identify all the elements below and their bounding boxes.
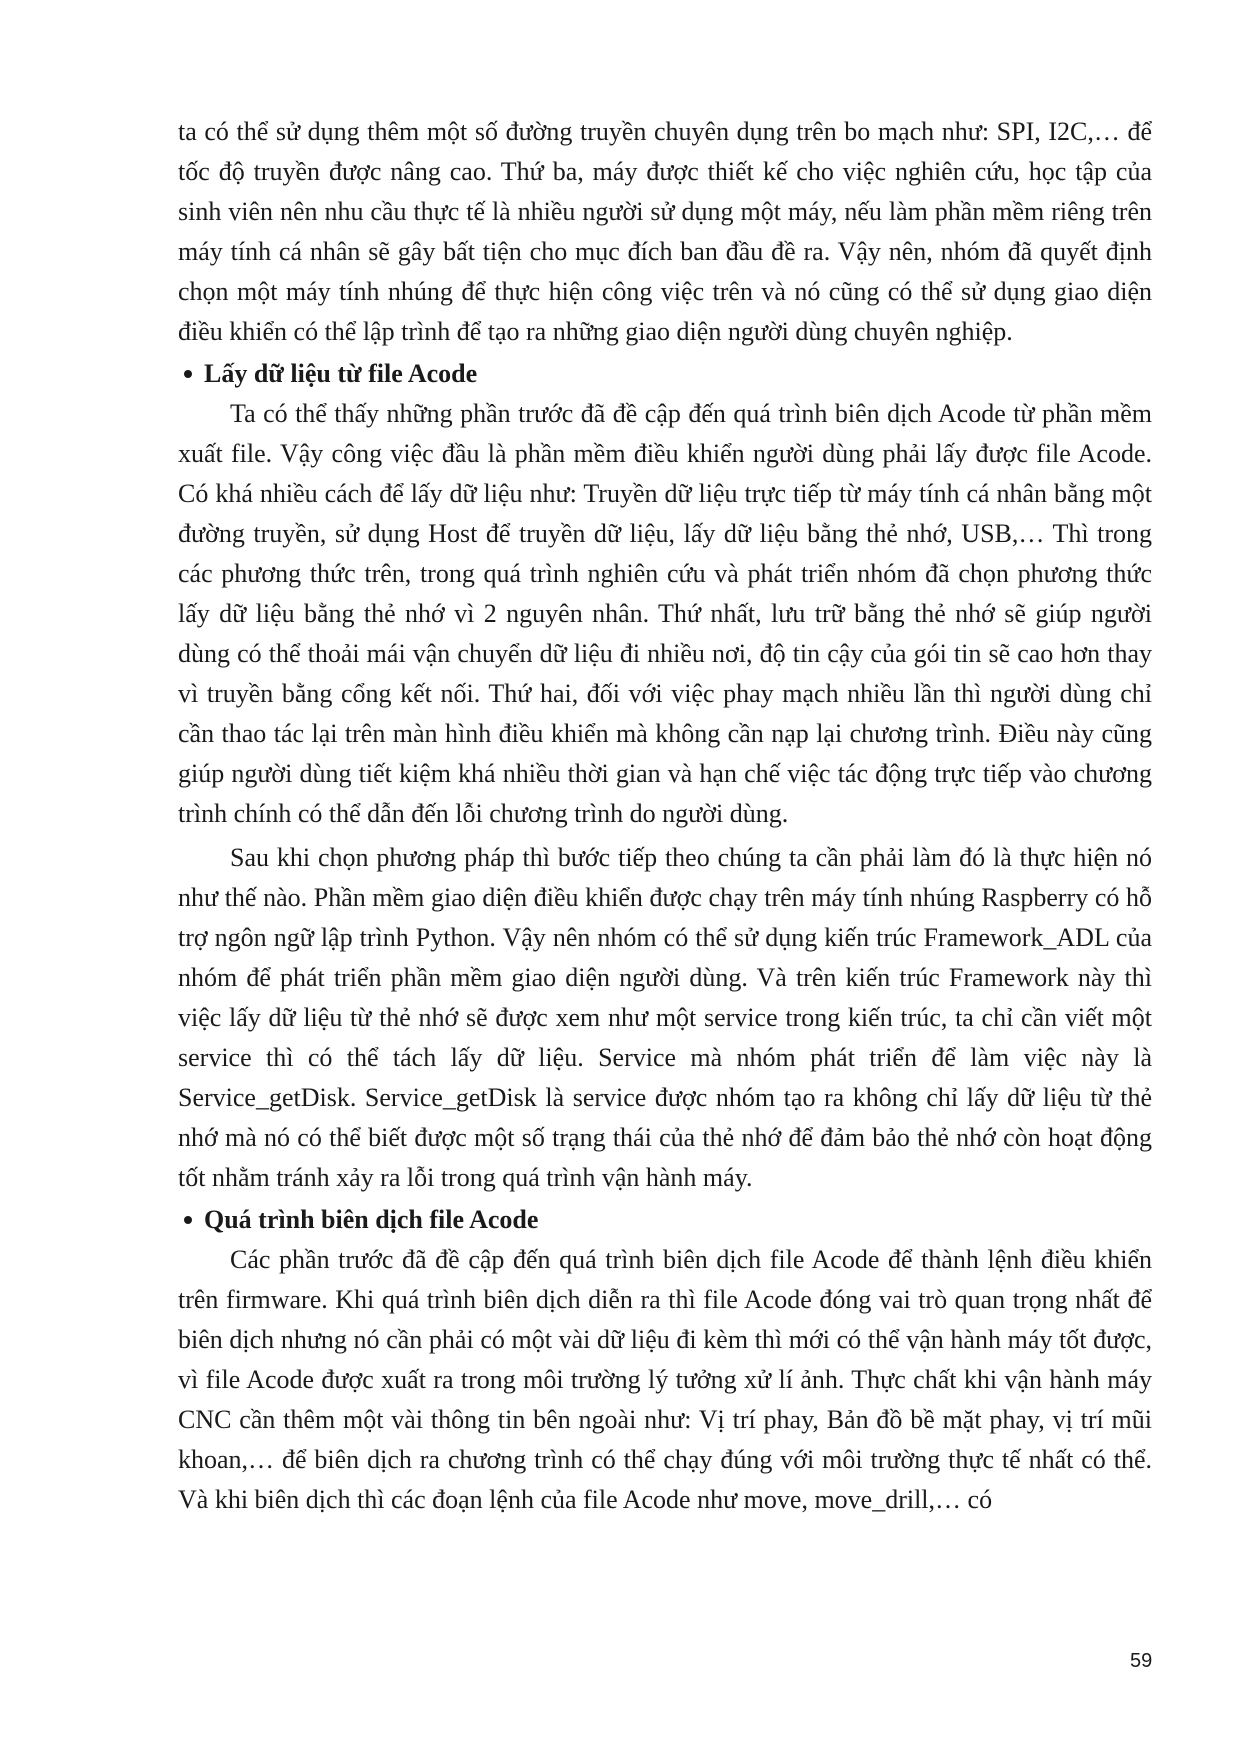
- section-heading-get-data: [178, 354, 1152, 394]
- section-heading-compile: [178, 1200, 1152, 1240]
- paragraph-data-methods: Ta có thể thấy những phần trước đã đề cập đến quá trình biên dịch Acode từ phần mềm xuất file. Vậy công việc đầu là phần mềm điều khiển người dùng phải lấy được file Acode. Có khá nhiều cách để lấy dữ liệu như: Truyền dữ liệu trực tiếp từ máy tính cá nhân bằng một đường truyền, sử dụng Host để truyền dữ liệu, lấy dữ liệu bằng thẻ nhớ, USB,… Thì trong các phương thức trên, trong quá trình nghiên cứu và phát triển nhóm đã chọn phương thức lấy dữ liệu bằng thẻ nhớ vì 2 nguyên nhân. Thứ nhất, lưu trữ bằng thẻ nhớ sẽ giúp người dùng có thể thoải mái vận chuyển dữ liệu đi nhiều nơi, độ tin cậy của gói tin sẽ cao hơn thay vì truyền bằng cổng kết nối. Thứ hai, đối với việc phay mạch nhiều lần thì người dùng chỉ cần thao tác lại trên màn hình điều khiển mà không cần nạp lại chương trình. Điều này cũng giúp người dùng tiết kiệm khá nhiều thời gian và hạn chế việc tác động trực tiếp vào chương trình chính có thể dẫn đến lỗi chương trình do người dùng.: [178, 399, 1152, 828]
- page-number: 59: [1130, 1650, 1153, 1672]
- section-heading-label: Quá trình biên dịch file Acode: [204, 1205, 539, 1234]
- section-heading-label: Lấy dữ liệu từ file Acode: [204, 359, 478, 388]
- page-body: [178, 112, 1152, 1520]
- paragraph-continuation: ta có thể sử dụng thêm một số đường truyền chuyên dụng trên bo mạch như: SPI, I2C,… để tốc độ truyền được nâng cao. Thứ ba, máy được thiết kế cho việc nghiên cứu, học tập của sinh viên nên nhu cầu thực tế là nhiều người sử dụng một máy, nếu làm phần mềm riêng trên máy tính cá nhân sẽ gây bất tiện cho mục đích ban đầu đề ra. Vậy nên, nhóm đã quyết định chọn một máy tính nhúng để thực hiện công việc trên và nó cũng có thể sử dụng giao diện điều khiển có thể lập trình để tạo ra những giao diện người dùng chuyên nghiệp.: [178, 117, 1152, 346]
- paragraph-compile-acode: Các phần trước đã đề cập đến quá trình biên dịch file Acode để thành lệnh điều khiển trên firmware. Khi quá trình biên dịch diễn ra thì file Acode đóng vai trò quan trọng nhất để biên dịch nhưng nó cần phải có một vài dữ liệu đi kèm thì mới có thể vận hành máy tốt được, vì file Acode được xuất ra trong môi trường lý tưởng xử lí ảnh. Thực chất khi vận hành máy CNC cần thêm một vài thông tin bên ngoài như: Vị trí phay, Bản đồ bề mặt phay, vị trí mũi khoan,… để biên dịch ra chương trình có thể chạy đúng với môi trường thực tế nhất có thể. Và khi biên dịch thì các đoạn lệnh của file Acode như move, move_drill,… có: [178, 1245, 1152, 1514]
- paragraph-service-getdisk: Sau khi chọn phương pháp thì bước tiếp theo chúng ta cần phải làm đó là thực hiện nó như thế nào. Phần mềm giao diện điều khiển được chạy trên máy tính nhúng Raspberry có hỗ trợ ngôn ngữ lập trình Python. Vậy nên nhóm có thể sử dụng kiến trúc Framework_ADL của nhóm để phát triển phần mềm giao diện người dùng. Và trên kiến trúc Framework này thì việc lấy dữ liệu từ thẻ nhớ sẽ được xem như một service trong kiến trúc, ta chỉ cần viết một service thì có thể tách lấy dữ liệu. Service mà nhóm phát triển để làm việc này là Service_getDisk. Service_getDisk là service được nhóm tạo ra không chỉ lấy dữ liệu từ thẻ nhớ mà nó có thể biết được một số trạng thái của thẻ nhớ để đảm bảo thẻ nhớ còn hoạt động tốt nhằm tránh xảy ra lỗi trong quá trình vận hành máy.: [178, 843, 1152, 1192]
- bullet-icon: [184, 370, 192, 378]
- bullet-icon: [184, 1216, 192, 1224]
